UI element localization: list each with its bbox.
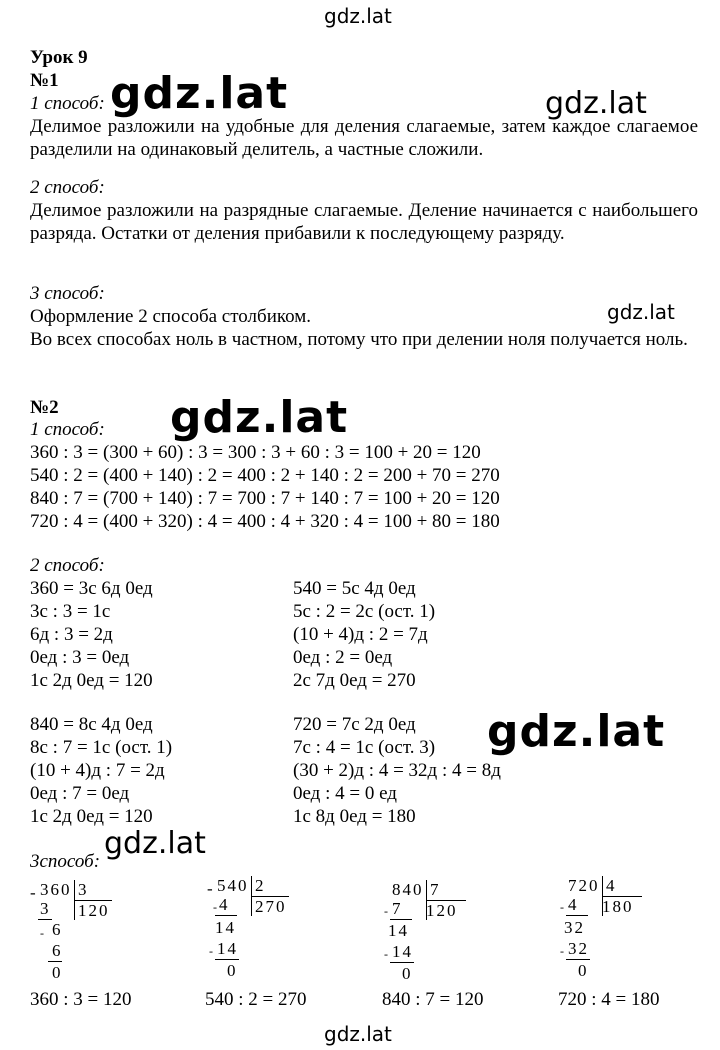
- step-line: 0ед : 7 = 0ед: [30, 783, 130, 804]
- subtrahend: 14: [217, 939, 238, 958]
- step-line: 0ед : 3 = 0ед: [30, 647, 130, 668]
- division-result: 720 : 4 = 180: [558, 989, 660, 1010]
- minus-sign: -: [207, 879, 215, 898]
- subtrahend: 3: [40, 899, 51, 918]
- task1-way3-text1: Оформление 2 способа столбиком.: [30, 306, 312, 327]
- task1-way1-text: Делимое разложили на удобные для деления слагаемые, затем каждое слагаемое разделили на одинаковый делитель, а частные сложили.: [30, 116, 698, 160]
- minus-sign: -: [560, 944, 566, 958]
- watermark-bottom: gdz.lat: [324, 1022, 392, 1046]
- division-result: 360 : 3 = 120: [30, 989, 132, 1010]
- task1-number: №1: [30, 70, 59, 91]
- subtrahend: 32: [568, 939, 589, 958]
- quotient: 270: [255, 897, 287, 916]
- task2-way2-label: 2 способ:: [30, 555, 105, 576]
- equation-line: 720 : 4 = (400 + 320) : 4 = 400 : 4 + 320 : 4 = 100 + 80 = 180: [30, 511, 500, 532]
- subtrahend: 7: [392, 899, 403, 918]
- lesson-title: Урок 9: [30, 47, 88, 68]
- quotient: 180: [602, 897, 634, 916]
- divisor: 4: [606, 876, 617, 895]
- task1-way2-text: Делимое разложили на разрядные слагаемые. Деление начинается с наибольшего разряда. Остатки от деления прибавили к последующему разряду.: [30, 200, 698, 244]
- minus-sign: -: [30, 883, 38, 902]
- subtrahend: 6: [52, 941, 63, 960]
- step-line: 5с : 2 = 2с (ост. 1): [293, 601, 436, 622]
- watermark-large: gdz.lat: [170, 392, 349, 443]
- step-line: 2с 7д 0ед = 270: [293, 670, 416, 691]
- step-line: 840 = 8с 4д 0ед: [30, 714, 153, 735]
- step-line: (10 + 4)д : 7 = 2д: [30, 760, 165, 781]
- way2-block1-right: [293, 577, 435, 692]
- task2-number: №2: [30, 397, 59, 418]
- dividend: 540: [217, 876, 249, 895]
- minus-sign: -: [384, 904, 390, 918]
- minus-sign: -: [40, 926, 46, 940]
- remainder: 14: [215, 918, 236, 937]
- watermark-medium: gdz.lat: [545, 86, 647, 121]
- step-line: (30 + 2)д : 4 = 32д : 4 = 8д: [293, 760, 501, 781]
- long-division-4: [560, 876, 710, 986]
- step-line: 0ед : 4 = 0 ед: [293, 783, 397, 804]
- watermark-large: gdz.lat: [110, 68, 289, 119]
- task1-way3-text2: Во всех способах ноль в частном, потому что при делении ноля получается ноль.: [30, 329, 688, 350]
- remainder: 0: [52, 963, 63, 982]
- minus-sign: -: [213, 900, 219, 914]
- way2-block1-left: [30, 577, 153, 692]
- minus-sign: -: [209, 944, 215, 958]
- quotient: 120: [78, 901, 110, 920]
- long-division-1: [28, 880, 178, 990]
- watermark-small: gdz.lat: [607, 300, 675, 324]
- long-division-3: [384, 880, 534, 990]
- task2-way1-lines: [30, 441, 500, 533]
- step-line: 0ед : 2 = 0ед: [293, 647, 393, 668]
- way2-block2-left: [30, 713, 172, 828]
- divisor: 2: [255, 876, 266, 895]
- step-line: 7с : 4 = 1с (ост. 3): [293, 737, 436, 758]
- equation-line: 540 : 2 = (400 + 140) : 2 = 400 : 2 + 140 : 2 = 200 + 70 = 270: [30, 465, 500, 486]
- subtrahend: 14: [392, 942, 413, 961]
- step-line: 360 = 3с 6д 0ед: [30, 578, 153, 599]
- watermark-medium: gdz.lat: [104, 826, 206, 861]
- division-result: 840 : 7 = 120: [382, 989, 484, 1010]
- step-line: 6д : 3 = 2д: [30, 624, 113, 645]
- step-line: (10 + 4)д : 2 = 7д: [293, 624, 428, 645]
- task2-way3-label: 3способ:: [30, 851, 101, 872]
- division-result: 540 : 2 = 270: [205, 989, 307, 1010]
- step-line: 3с : 3 = 1с: [30, 601, 111, 622]
- step-line: 1с 2д 0ед = 120: [30, 806, 153, 827]
- task1-way2-label: 2 способ:: [30, 177, 105, 198]
- minus-sign: -: [560, 900, 566, 914]
- dividend: 720: [568, 876, 600, 895]
- quotient: 120: [426, 901, 458, 920]
- watermark-top: gdz.lat: [324, 4, 392, 28]
- task1-way1-label: 1 способ:: [30, 93, 105, 114]
- remainder: 32: [564, 918, 585, 937]
- remainder: 6: [52, 920, 63, 939]
- step-line: 540 = 5с 4д 0ед: [293, 578, 416, 599]
- divisor: 3: [78, 880, 89, 899]
- remainder: 0: [227, 961, 238, 980]
- dividend: 360: [40, 880, 72, 899]
- divisor: 7: [430, 880, 441, 899]
- long-division-2: [205, 876, 355, 986]
- subtrahend: 4: [219, 895, 230, 914]
- step-line: 720 = 7с 2д 0ед: [293, 714, 416, 735]
- remainder: 14: [388, 921, 409, 940]
- step-line: 1с 2д 0ед = 120: [30, 670, 153, 691]
- subtrahend: 4: [568, 895, 579, 914]
- remainder: 0: [402, 964, 413, 983]
- dividend: 840: [392, 880, 424, 899]
- way2-block2-right: [293, 713, 501, 828]
- watermark-large: gdz.lat: [487, 706, 666, 757]
- remainder: 0: [578, 961, 589, 980]
- task1-way3-label: 3 способ:: [30, 283, 105, 304]
- task2-way1-label: 1 способ:: [30, 419, 105, 440]
- step-line: 8с : 7 = 1с (ост. 1): [30, 737, 173, 758]
- equation-line: 840 : 7 = (700 + 140) : 7 = 700 : 7 + 140 : 7 = 100 + 20 = 120: [30, 488, 500, 509]
- step-line: 1с 8д 0ед = 180: [293, 806, 416, 827]
- minus-sign: -: [384, 947, 390, 961]
- equation-line: 360 : 3 = (300 + 60) : 3 = 300 : 3 + 60 : 3 = 100 + 20 = 120: [30, 442, 481, 463]
